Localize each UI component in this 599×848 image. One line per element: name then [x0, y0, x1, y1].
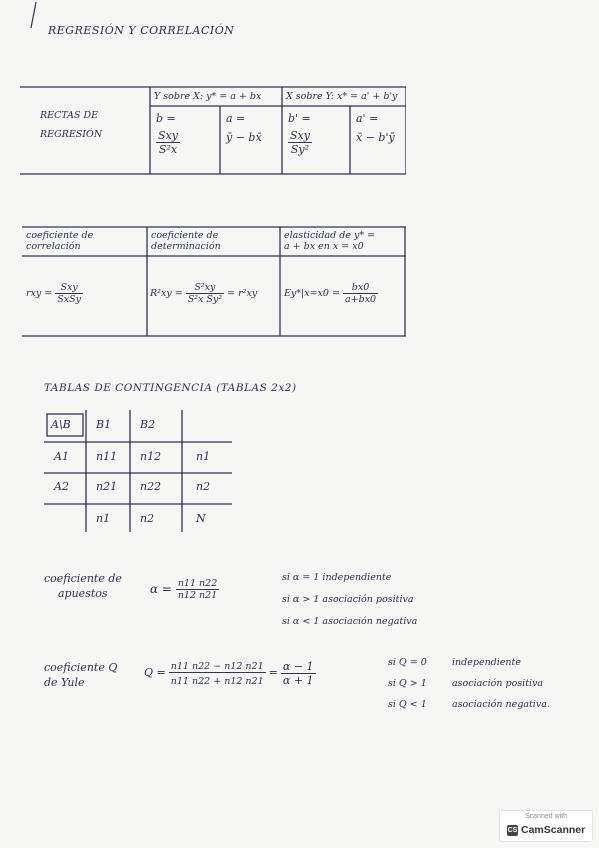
cell-header-ab: A\B — [51, 418, 71, 431]
correlation-header-1: coeficiente de — [26, 230, 94, 241]
yule-equals: = — [268, 666, 278, 679]
cell-n2-row: n2 — [196, 480, 211, 493]
yule-lhs: Q = — [144, 666, 166, 679]
b-label: b = — [156, 112, 176, 125]
correlation-numerator: Sxy — [55, 282, 83, 294]
b2-numerator: Sxy — [290, 129, 310, 142]
yule-condition-2-test: si Q > 1 — [388, 678, 427, 689]
odds-formula — [150, 578, 219, 601]
regression-b2 — [288, 112, 312, 156]
determination-fraction — [186, 282, 224, 305]
correlation-lhs: rxy = — [26, 288, 53, 299]
b-fraction — [156, 129, 180, 156]
camscanner-logo-icon: CS — [507, 827, 518, 834]
odds-conditions — [282, 567, 417, 633]
a-label: a = — [226, 112, 246, 125]
cell-n1-row: n1 — [196, 450, 211, 463]
odds-condition-1: si α = 1 independiente — [282, 572, 392, 583]
yule-formula — [144, 660, 316, 687]
correlation-denominator: SxSy — [57, 294, 82, 305]
correlation-header — [26, 230, 93, 252]
yule-label — [44, 661, 117, 689]
elasticity-header-1: elasticidad de y* = — [284, 230, 376, 241]
page-title: REGRESIÓN Y CORRELACIÓN — [48, 24, 235, 37]
regression-a — [226, 112, 262, 144]
odds-label-2: apuestos — [58, 587, 108, 600]
determination-rhs: = r²xy — [227, 288, 258, 299]
correlation-fraction — [55, 282, 83, 305]
a-expression: ȳ − bx̄ — [226, 131, 262, 144]
yule-label-1: coeficiente Q — [44, 661, 118, 674]
yule-label-2: de Yule — [44, 676, 85, 689]
determination-header-1: coeficiente de — [151, 230, 219, 241]
odds-numerator: n11 n22 — [177, 578, 218, 589]
yule-alpha-numerator: α − 1 — [282, 660, 314, 673]
yule-condition-3-result: asociación negativa. — [452, 699, 550, 710]
elasticity-lhs: Ey*|x=x0 = — [284, 288, 340, 299]
b-numerator: Sxy — [158, 129, 178, 142]
yule-alpha-denominator: α + 1 — [282, 674, 314, 687]
odds-label-1: coeficiente de — [44, 572, 122, 585]
regression-col1-header: Y sobre X: y* = a + bx — [154, 91, 262, 102]
correlation-header-2: correlación — [26, 241, 81, 252]
elasticity-numerator: bx0 — [343, 282, 378, 294]
regression-a2 — [356, 112, 395, 144]
a2-label: a' = — [356, 112, 379, 125]
yule-alpha-fraction — [281, 660, 316, 687]
elasticity-header — [284, 230, 375, 252]
coefficients-table — [22, 226, 406, 338]
yule-condition-2-result: asociación positiva — [452, 678, 544, 689]
camscanner-name: CamScanner — [521, 824, 586, 836]
yule-numerator: n11 n22 − n12 n21 — [170, 660, 264, 672]
yule-condition-2 — [388, 673, 550, 694]
b2-fraction — [288, 129, 312, 156]
contingency-table — [44, 408, 234, 533]
b2-denominator: Sy² — [290, 143, 310, 156]
b2-label: b' = — [288, 112, 311, 125]
yule-fraction — [169, 661, 266, 687]
regression-b — [156, 112, 180, 156]
elasticity-formula — [284, 282, 378, 305]
odds-fraction — [176, 578, 219, 601]
regression-row-label — [40, 110, 102, 140]
regression-row-label-2: REGRESIÓN — [40, 129, 103, 140]
cell-n12: n12 — [140, 450, 162, 463]
elasticity-fraction — [343, 282, 378, 305]
yule-condition-3-test: si Q < 1 — [388, 699, 427, 710]
cell-a1: A1 — [54, 450, 69, 463]
determination-formula — [150, 282, 257, 305]
determination-header — [151, 230, 221, 252]
determination-denominator: S²x Sy² — [187, 294, 223, 305]
cell-n21: n21 — [96, 480, 118, 493]
yule-condition-3 — [388, 694, 550, 715]
regression-row-label-1: RECTAS DE — [40, 110, 99, 121]
yule-condition-1-result: independiente — [452, 657, 521, 668]
cell-n1-col: n1 — [96, 512, 111, 525]
determination-numerator: S²xy — [186, 282, 224, 294]
determination-header-2: determinación — [151, 241, 221, 252]
yule-condition-1-test: si Q = 0 — [388, 657, 427, 668]
odds-label — [44, 572, 122, 600]
determination-lhs: R²xy = — [150, 288, 183, 299]
pen-stroke — [28, 0, 38, 30]
scanned-with-text: Scanned with — [524, 813, 568, 820]
elasticity-denominator: a+bx0 — [344, 294, 377, 305]
regression-col2-header: X sobre Y: x* = a' + b'y — [286, 91, 398, 102]
contingency-title: TABLAS DE CONTINGENCIA (TABLAS 2x2) — [44, 382, 297, 394]
camscanner-badge — [499, 810, 593, 842]
yule-conditions — [388, 652, 550, 715]
odds-condition-3: si α < 1 asociación negativa — [282, 616, 418, 627]
odds-denominator: n12 n21 — [177, 590, 218, 601]
cell-n2-col: n2 — [140, 512, 155, 525]
correlation-formula — [26, 282, 83, 305]
cell-n11: n11 — [96, 450, 118, 463]
odds-lhs: α = — [150, 582, 172, 596]
cell-n22: n22 — [140, 480, 162, 493]
cell-a2: A2 — [54, 480, 69, 493]
yule-condition-1 — [388, 652, 550, 673]
cell-header-b1: B1 — [96, 418, 112, 431]
elasticity-header-2: a + bx en x = x0 — [284, 241, 364, 252]
cell-header-b2: B2 — [140, 418, 156, 431]
yule-denominator: n11 n22 + n12 n21 — [170, 675, 264, 687]
cell-total-n: N — [196, 512, 206, 525]
a2-expression: x̄ − b'ȳ — [356, 131, 395, 144]
odds-condition-2: si α > 1 asociación positiva — [282, 594, 414, 605]
b-denominator: S²x — [158, 143, 178, 156]
